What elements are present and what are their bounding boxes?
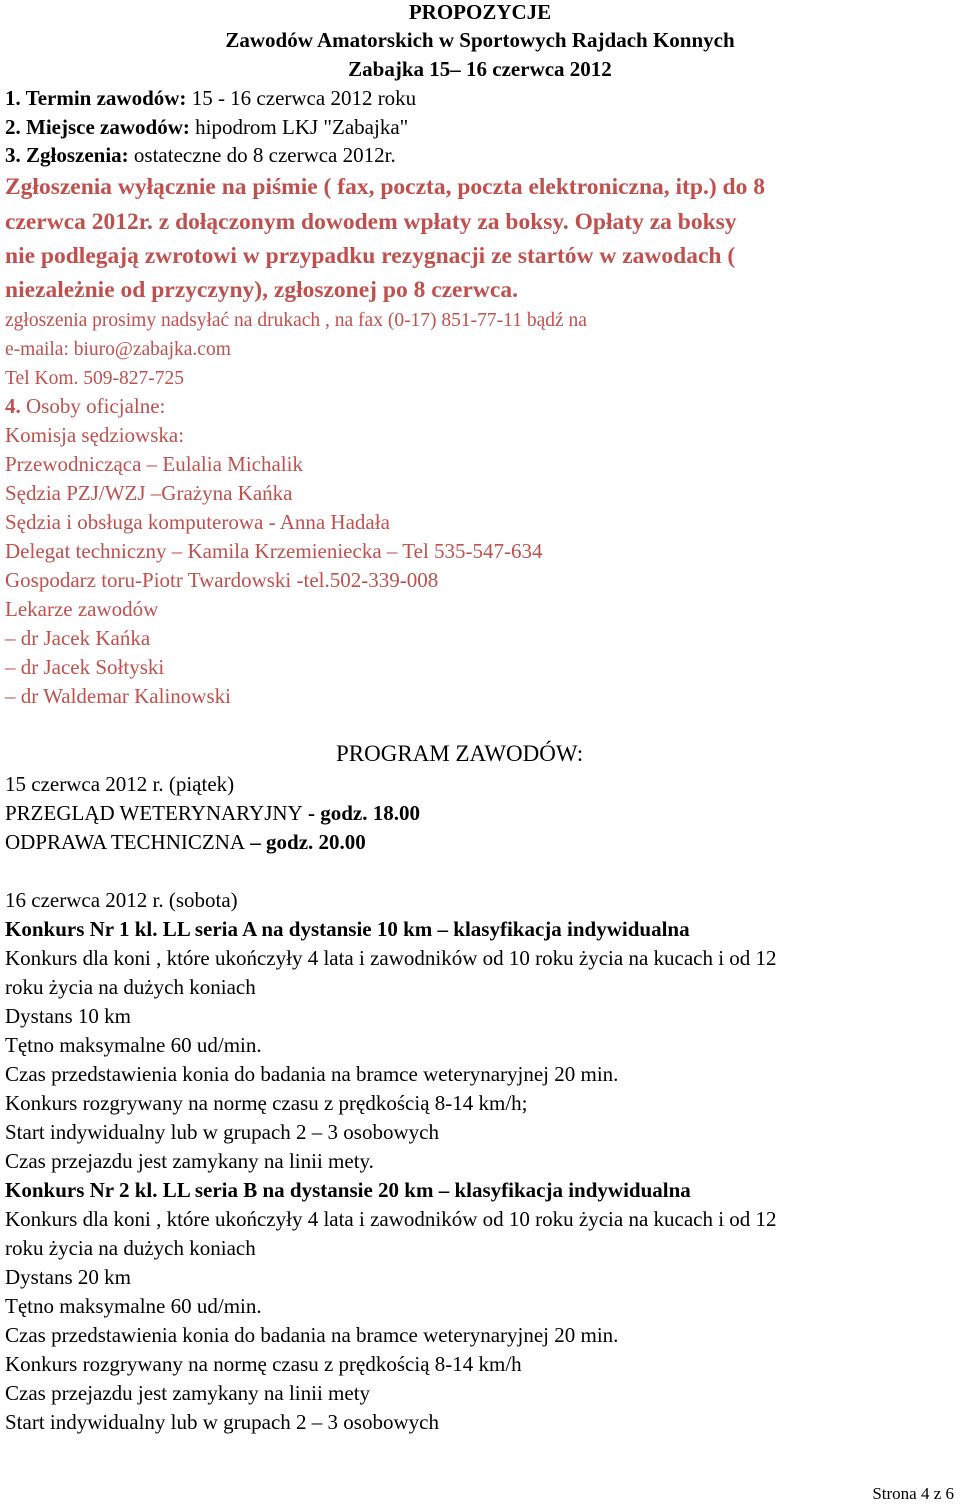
competition-line: Konkurs dla koni , które ukończyły 4 lata i zawodników od 10 roku życia na kucach i od 12 <box>5 1207 777 1231</box>
officials-heading <box>5 392 165 421</box>
competition-line: Start indywidualny lub w grupach 2 – 3 osobowych <box>5 1410 439 1434</box>
competition-line: Czas przejazdu jest zamykany na linii mety. <box>5 1149 374 1173</box>
section-2-label: 2. Miejsce zawodów: <box>5 115 190 139</box>
doctors-heading: Lekarze zawodów <box>5 597 159 621</box>
entries-contact-line: zgłoszenia prosimy nadsyłać na drukach , na fax (0-17) 851-77-11 bądź na <box>5 310 587 331</box>
competition-title: Konkurs Nr 2 kl. LL seria B na dystansie 20 km – klasyfikacja indywidualna <box>5 1178 691 1202</box>
doctor-entry: – dr Jacek Kańka <box>5 626 151 650</box>
competition-line: Dystans 10 km <box>5 1004 131 1028</box>
program-item-time: – godz. 20.00 <box>245 830 366 854</box>
document-subtitle: Zawodów Amatorskich w Sportowych Rajdach Konnych <box>225 28 735 52</box>
doctor-entry: – dr Waldemar Kalinowski <box>5 684 231 708</box>
competition-line: Tętno maksymalne 60 ud/min. <box>5 1033 262 1057</box>
day1-date-text: 15 czerwca 2012 r. (piątek) <box>5 772 235 796</box>
section-3-entries <box>5 141 396 170</box>
entries-warning-line: niezależnie od przyczyny), zgłoszonej po 8 czerwca. <box>5 277 518 303</box>
page-number: Strona 4 z 6 <box>872 1484 954 1503</box>
program-item-name: ODPRAWA TECHNICZNA <box>5 830 246 854</box>
doctor-entry: – dr Jacek Sołtyski <box>5 655 165 679</box>
document-title: PROPOZYCJE <box>408 0 552 24</box>
section-1-term <box>5 84 416 113</box>
document-place-date: Zabajka 15– 16 czerwca 2012 <box>348 57 612 81</box>
official-entry: Przewodnicząca – Eulalia Michalik <box>5 452 303 476</box>
competition-line: Czas przedstawienia konia do badania na bramce weterynaryjnej 20 min. <box>5 1062 619 1086</box>
section-3-label: 3. Zgłoszenia: <box>5 143 129 167</box>
competition-line: Konkurs rozgrywany na normę czasu z prędkością 8-14 km/h <box>5 1352 522 1376</box>
official-entry: Sędzia i obsługa komputerowa - Anna Hadała <box>5 510 390 534</box>
section-2-place <box>5 113 408 142</box>
competition-line: Dystans 20 km <box>5 1265 131 1289</box>
program-heading: PROGRAM ZAWODÓW: <box>336 741 584 766</box>
competition-line: Czas przejazdu jest zamykany na linii mety <box>5 1381 371 1405</box>
competition-line: Czas przedstawienia konia do badania na bramce weterynaryjnej 20 min. <box>5 1323 619 1347</box>
entries-warning-line: Zgłoszenia wyłącznie na piśmie ( fax, poczta, poczta elektroniczna, itp.) do 8 <box>5 174 765 200</box>
competition-line: Konkurs dla koni , które ukończyły 4 lata i zawodników od 10 roku życia na kucach i od 12 <box>5 946 777 970</box>
section-1-label: 1. Termin zawodów: <box>5 86 187 110</box>
section-2-value: hipodrom LKJ "Zabajka" <box>189 115 409 139</box>
section-3-value: ostateczne do 8 czerwca 2012r. <box>128 143 396 167</box>
program-item <box>5 799 420 828</box>
day2-date: 16 czerwca 2012 r. (sobota) <box>5 888 238 912</box>
day1-date <box>5 770 234 799</box>
competition-line: Konkurs rozgrywany na normę czasu z prędkością 8-14 km/h; <box>5 1091 528 1115</box>
officials-heading-label: Osoby oficjalne: <box>20 394 166 418</box>
official-entry: Gospodarz toru-Piotr Twardowski -tel.502-339-008 <box>5 568 439 592</box>
competition-line: Start indywidualny lub w grupach 2 – 3 osobowych <box>5 1120 439 1144</box>
committee-heading: Komisja sędziowska: <box>5 423 185 447</box>
entries-warning-line: czerwca 2012r. z dołączonym dowodem wpłaty za boksy. Opłaty za boksy <box>5 209 737 235</box>
officials-heading-number: 4. <box>5 394 21 418</box>
program-item <box>5 828 366 857</box>
program-item-name: PRZEGLĄD WETERYNARYJNY <box>5 801 303 825</box>
competition-line: roku życia na dużych koniach <box>5 1236 256 1260</box>
entries-phone: Tel Kom. 509-827-725 <box>5 368 184 389</box>
entries-email: e-maila: biuro@zabajka.com <box>5 339 231 360</box>
section-1-value: 15 - 16 czerwca 2012 roku <box>186 86 417 110</box>
competition-line: Tętno maksymalne 60 ud/min. <box>5 1294 262 1318</box>
official-entry: Sędzia PZJ/WZJ –Grażyna Kańka <box>5 481 293 505</box>
entries-warning-line: nie podlegają zwrotowi w przypadku rezygnacji ze startów w zawodach ( <box>5 243 736 269</box>
official-entry: Delegat techniczny – Kamila Krzemieniecka – Tel 535-547-634 <box>5 539 543 563</box>
competition-title: Konkurs Nr 1 kl. LL seria A na dystansie 10 km – klasyfikacja indywidualna <box>5 917 690 941</box>
program-item-time: - godz. 18.00 <box>302 801 420 825</box>
competition-line: roku życia na dużych koniach <box>5 975 256 999</box>
